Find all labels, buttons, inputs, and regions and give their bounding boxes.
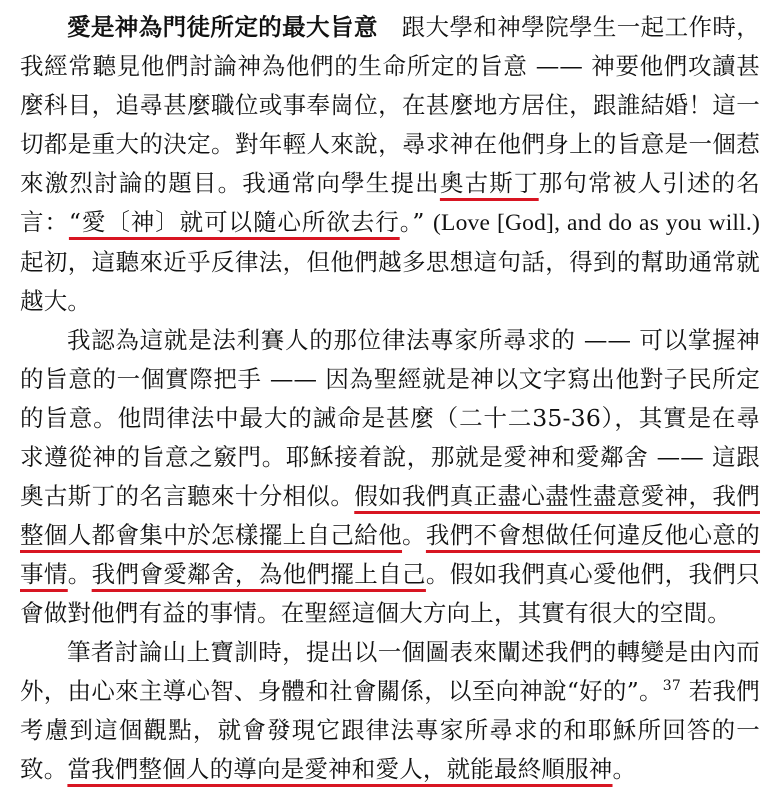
section-heading: 愛是神為門徒所定的最大旨意 — [67, 13, 378, 41]
underlined-love-neighbor: 我們會愛鄰舍，為他們擺上自己 — [91, 560, 426, 588]
footnote-marker: 37 — [662, 678, 681, 694]
paragraph-1-text-3: 。” — [399, 208, 434, 236]
paragraph-3-text-3: 。 — [612, 755, 637, 783]
paragraph-1-text-2: 那句常被人引述的名言： — [20, 169, 760, 236]
underlined-obey-god: 當我們整個人的導向是愛神和愛人，就能最終順服神 — [67, 755, 613, 783]
latin-quote: (Love [God], and do as you will.) — [433, 210, 760, 236]
underlined-not-against-his-will: 我們不會想做任何違反他心意的事情 — [20, 521, 761, 588]
paragraph-2-text-4: 。假如我們真心愛他們，我們只會做對他們有益的事情。在聖經這個大方向上，其實有很大的空間。 — [20, 560, 761, 627]
underlined-augustine: 奧古斯丁 — [439, 169, 539, 197]
paragraph-3-text-2: 若我們考慮到這個觀點，就會發現它跟律法專家所尋求的和耶穌所回答的一致。 — [20, 677, 760, 783]
paragraph-3-text-1: 筆者討論山上寶訓時，提出以一個圖表來闡述我們的轉變是由內而外，由心來主導心智、身體和社會關係，以至向神說“好的”。 — [20, 638, 760, 705]
paragraph-1-text-1: 跟大學和神學院學生一起工作時，我經常聽見他們討論神為他們的生命所定的旨意 —— 神要他們攻讀甚麼科目，追尋甚麼職位或事奉崗位，在甚麼地方居住，跟誰結婚！這一切都是重大的決定。對年輕人來說，尋求神在他們身上的旨意是一個惹來激烈討論的題目。我通常向學生提出 — [20, 13, 760, 197]
paragraph-2-text-2: 。 — [402, 521, 426, 549]
paragraph-1-text-4: 起初，這聽來近乎反律法，但他們越多思想這句話，得到的幫助通常就越大。 — [20, 248, 760, 315]
paragraph-2 — [20, 321, 760, 633]
paragraph-2-text-3: 。 — [67, 560, 92, 588]
underlined-love-god: 假如我們真正盡心盡性盡意愛神，我們整個人都會集中於怎樣擺上自己給他 — [20, 482, 760, 549]
paragraph-2-text-1: 我認為這就是法利賽人的那位律法專家所尋求的 —— 可以掌握神的旨意的一個實際把手 —— 因為聖經就是神以文字寫出他對子民所定的旨意。他問律法中最大的誡命是甚麼（二十二35-36），其實是在尋求遵從神的旨意之竅門。耶穌接着說，那就是愛神和愛鄰舍 —— 這跟奧古斯丁的名言聽來十分相似。 — [20, 326, 760, 510]
underlined-quote: “愛〔神〕就可以隨心所欲去行 — [68, 208, 400, 236]
paragraph-1 — [20, 8, 760, 321]
paragraph-3 — [20, 633, 760, 789]
